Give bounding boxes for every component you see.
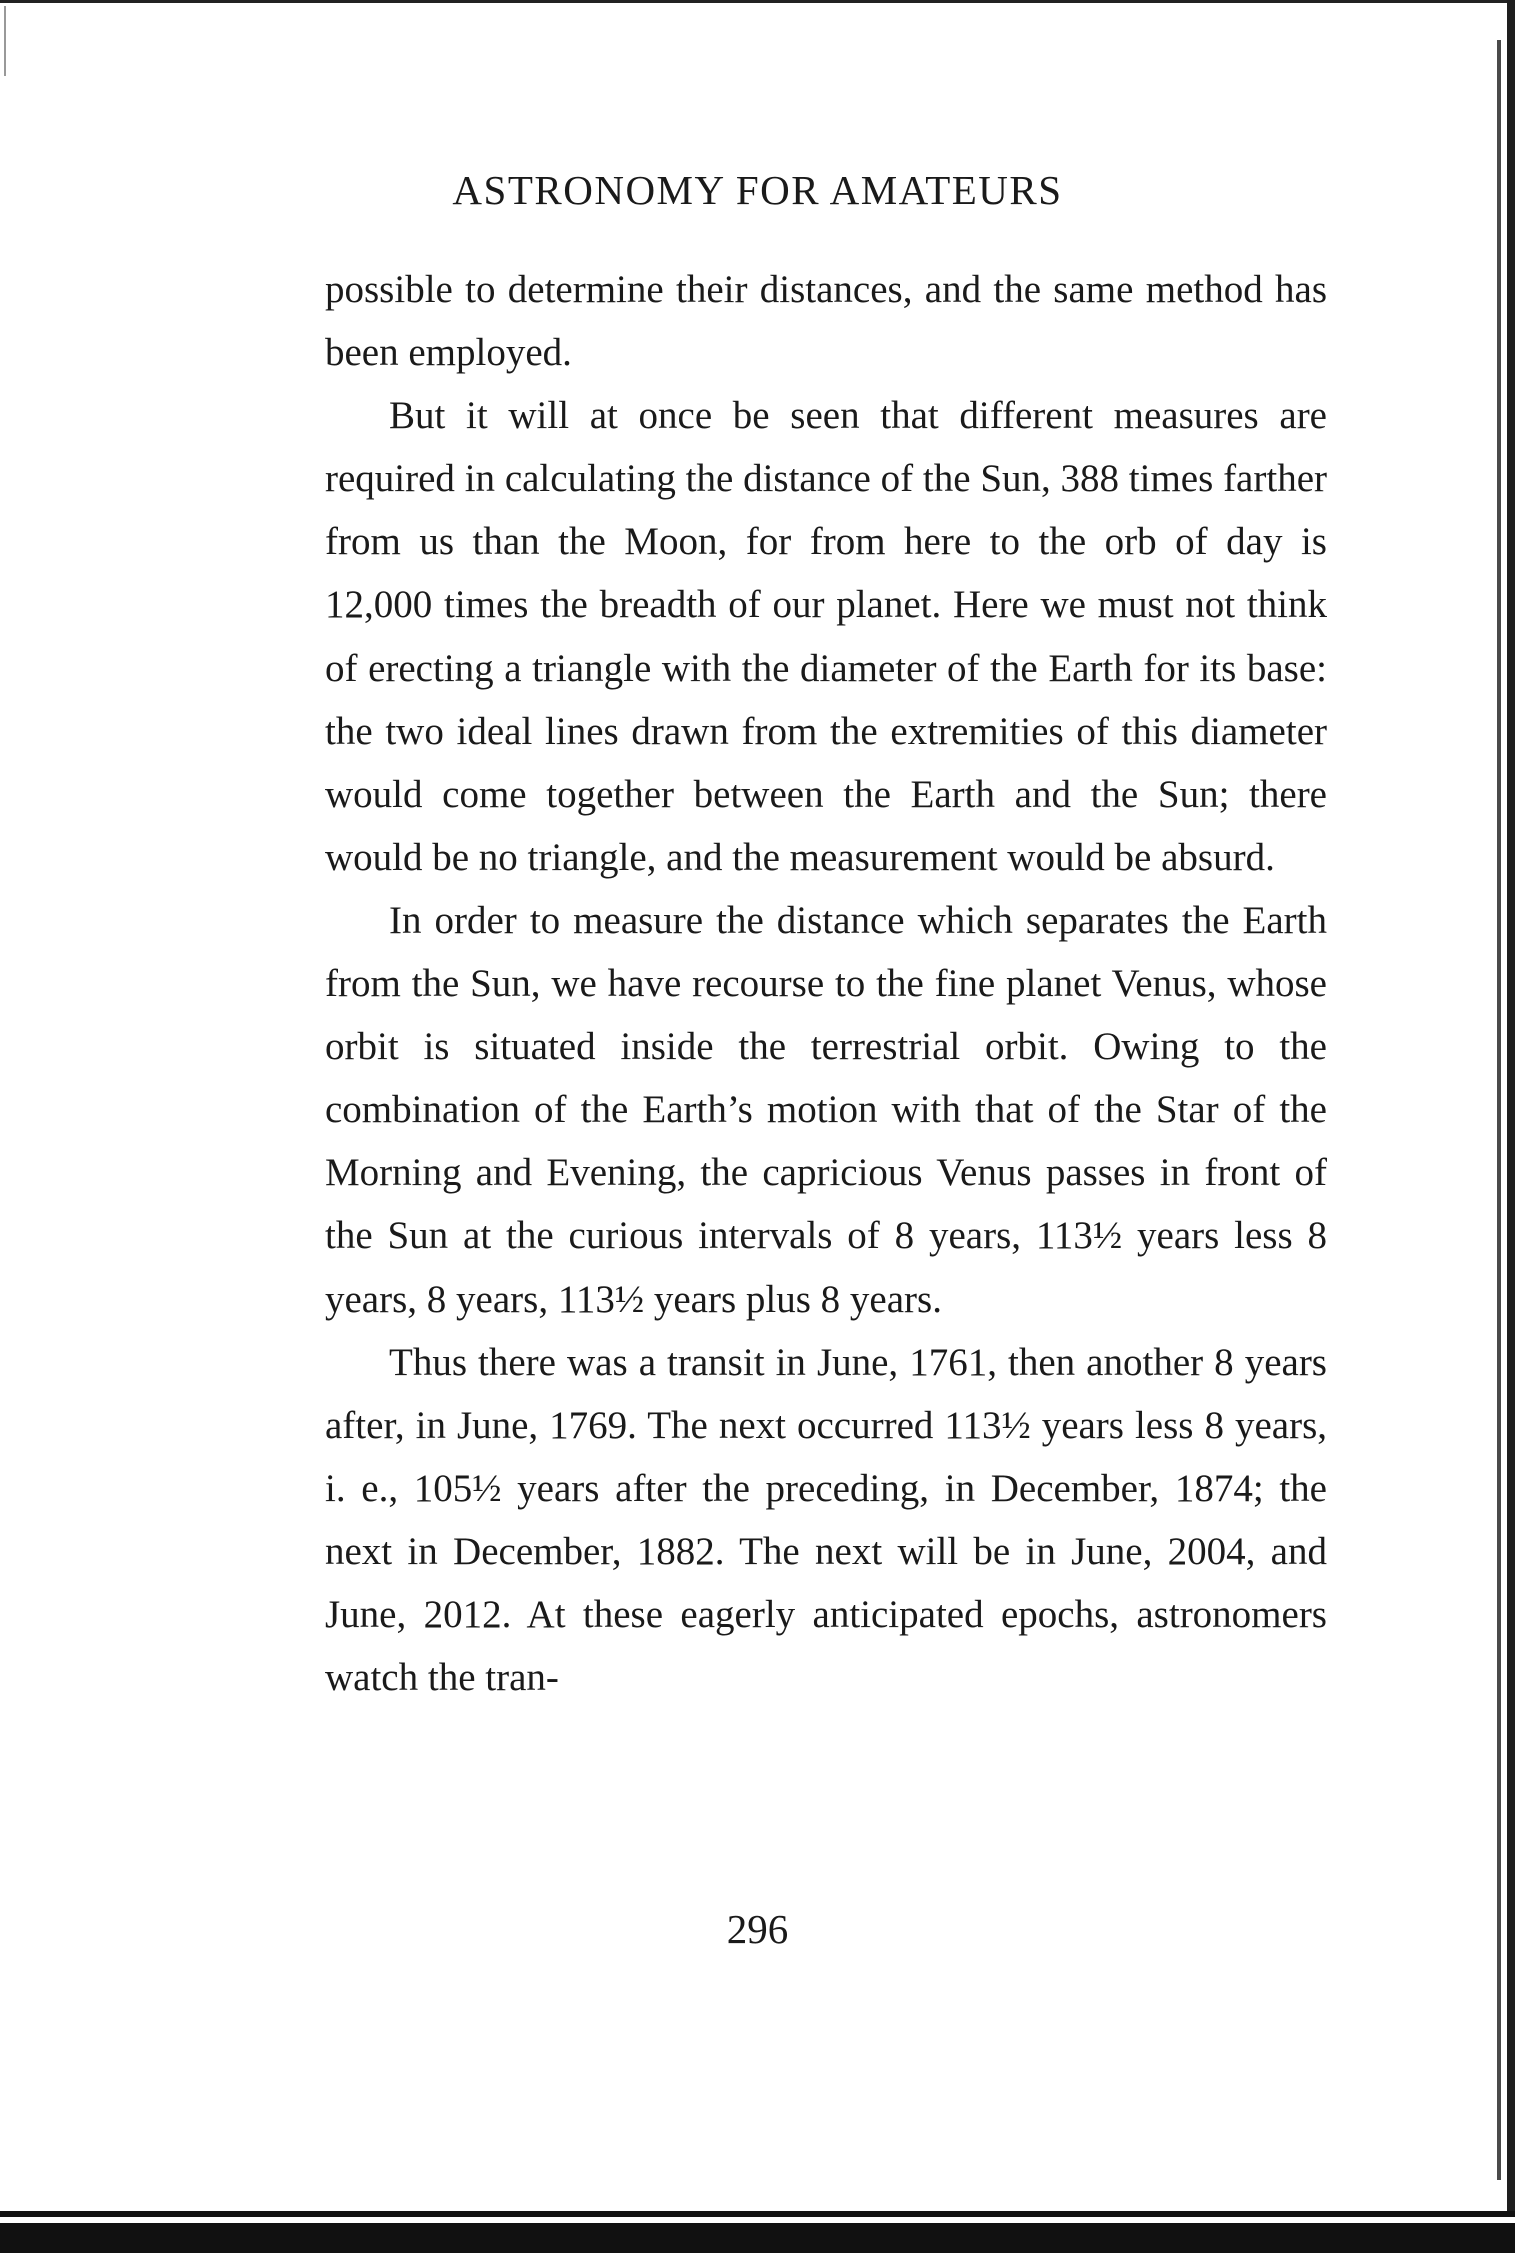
page-number: 296 [726,1906,789,1952]
scan-bottom-gap [0,2217,1515,2223]
paragraph-4: Thus there was a transit in June, 1761, then another 8 years after, in June, 1769. The next occurred 113½ years less 8 years, i. e., 105½ years after the preceding, in December, 1874; the next in December, 1882. The next will be in June, 2004, and June, 2012. At these eagerly anticipated epochs, astronomers watch the tran- [325,1340,1327,1700]
paragraph-3: In order to measure the distance which separates the Earth from the Sun, we have recourse to the fine planet Venus, whose orbit is situated inside the terrestrial orbit. Owing to the combination of the Earth’s motion with that of the Star of the Morning and Evening, the capricious Venus passes in front of the Sun at the curious intervals of 8 years, 113½ years less 8 years, 8 years, 113½ years plus 8 years. [325,898,1327,1321]
scan-right-inner-edge [1497,40,1501,2180]
scan-edge-mark [4,6,6,76]
body-text [325,258,1327,1709]
paragraph-1: possible to determine their distances, and the same method has been employed. [325,268,1327,375]
paragraph-2: But it will at once be seen that different measures are required in calculating the distance of the Sun, 388 times farther from us than the Moon, for from here to the orb of day is 12,000 times the breadth of our planet. Here we must not think of erecting a triangle with the diameter of the Earth for its base: the two ideal lines drawn from the extremities of this diameter would come together between the Earth and the Sun; there would be no triangle, and the measurement would be absurd. [325,394,1327,879]
page-top-rule [0,0,1515,3]
running-head: ASTRONOMY FOR AMATEURS [452,167,1063,213]
